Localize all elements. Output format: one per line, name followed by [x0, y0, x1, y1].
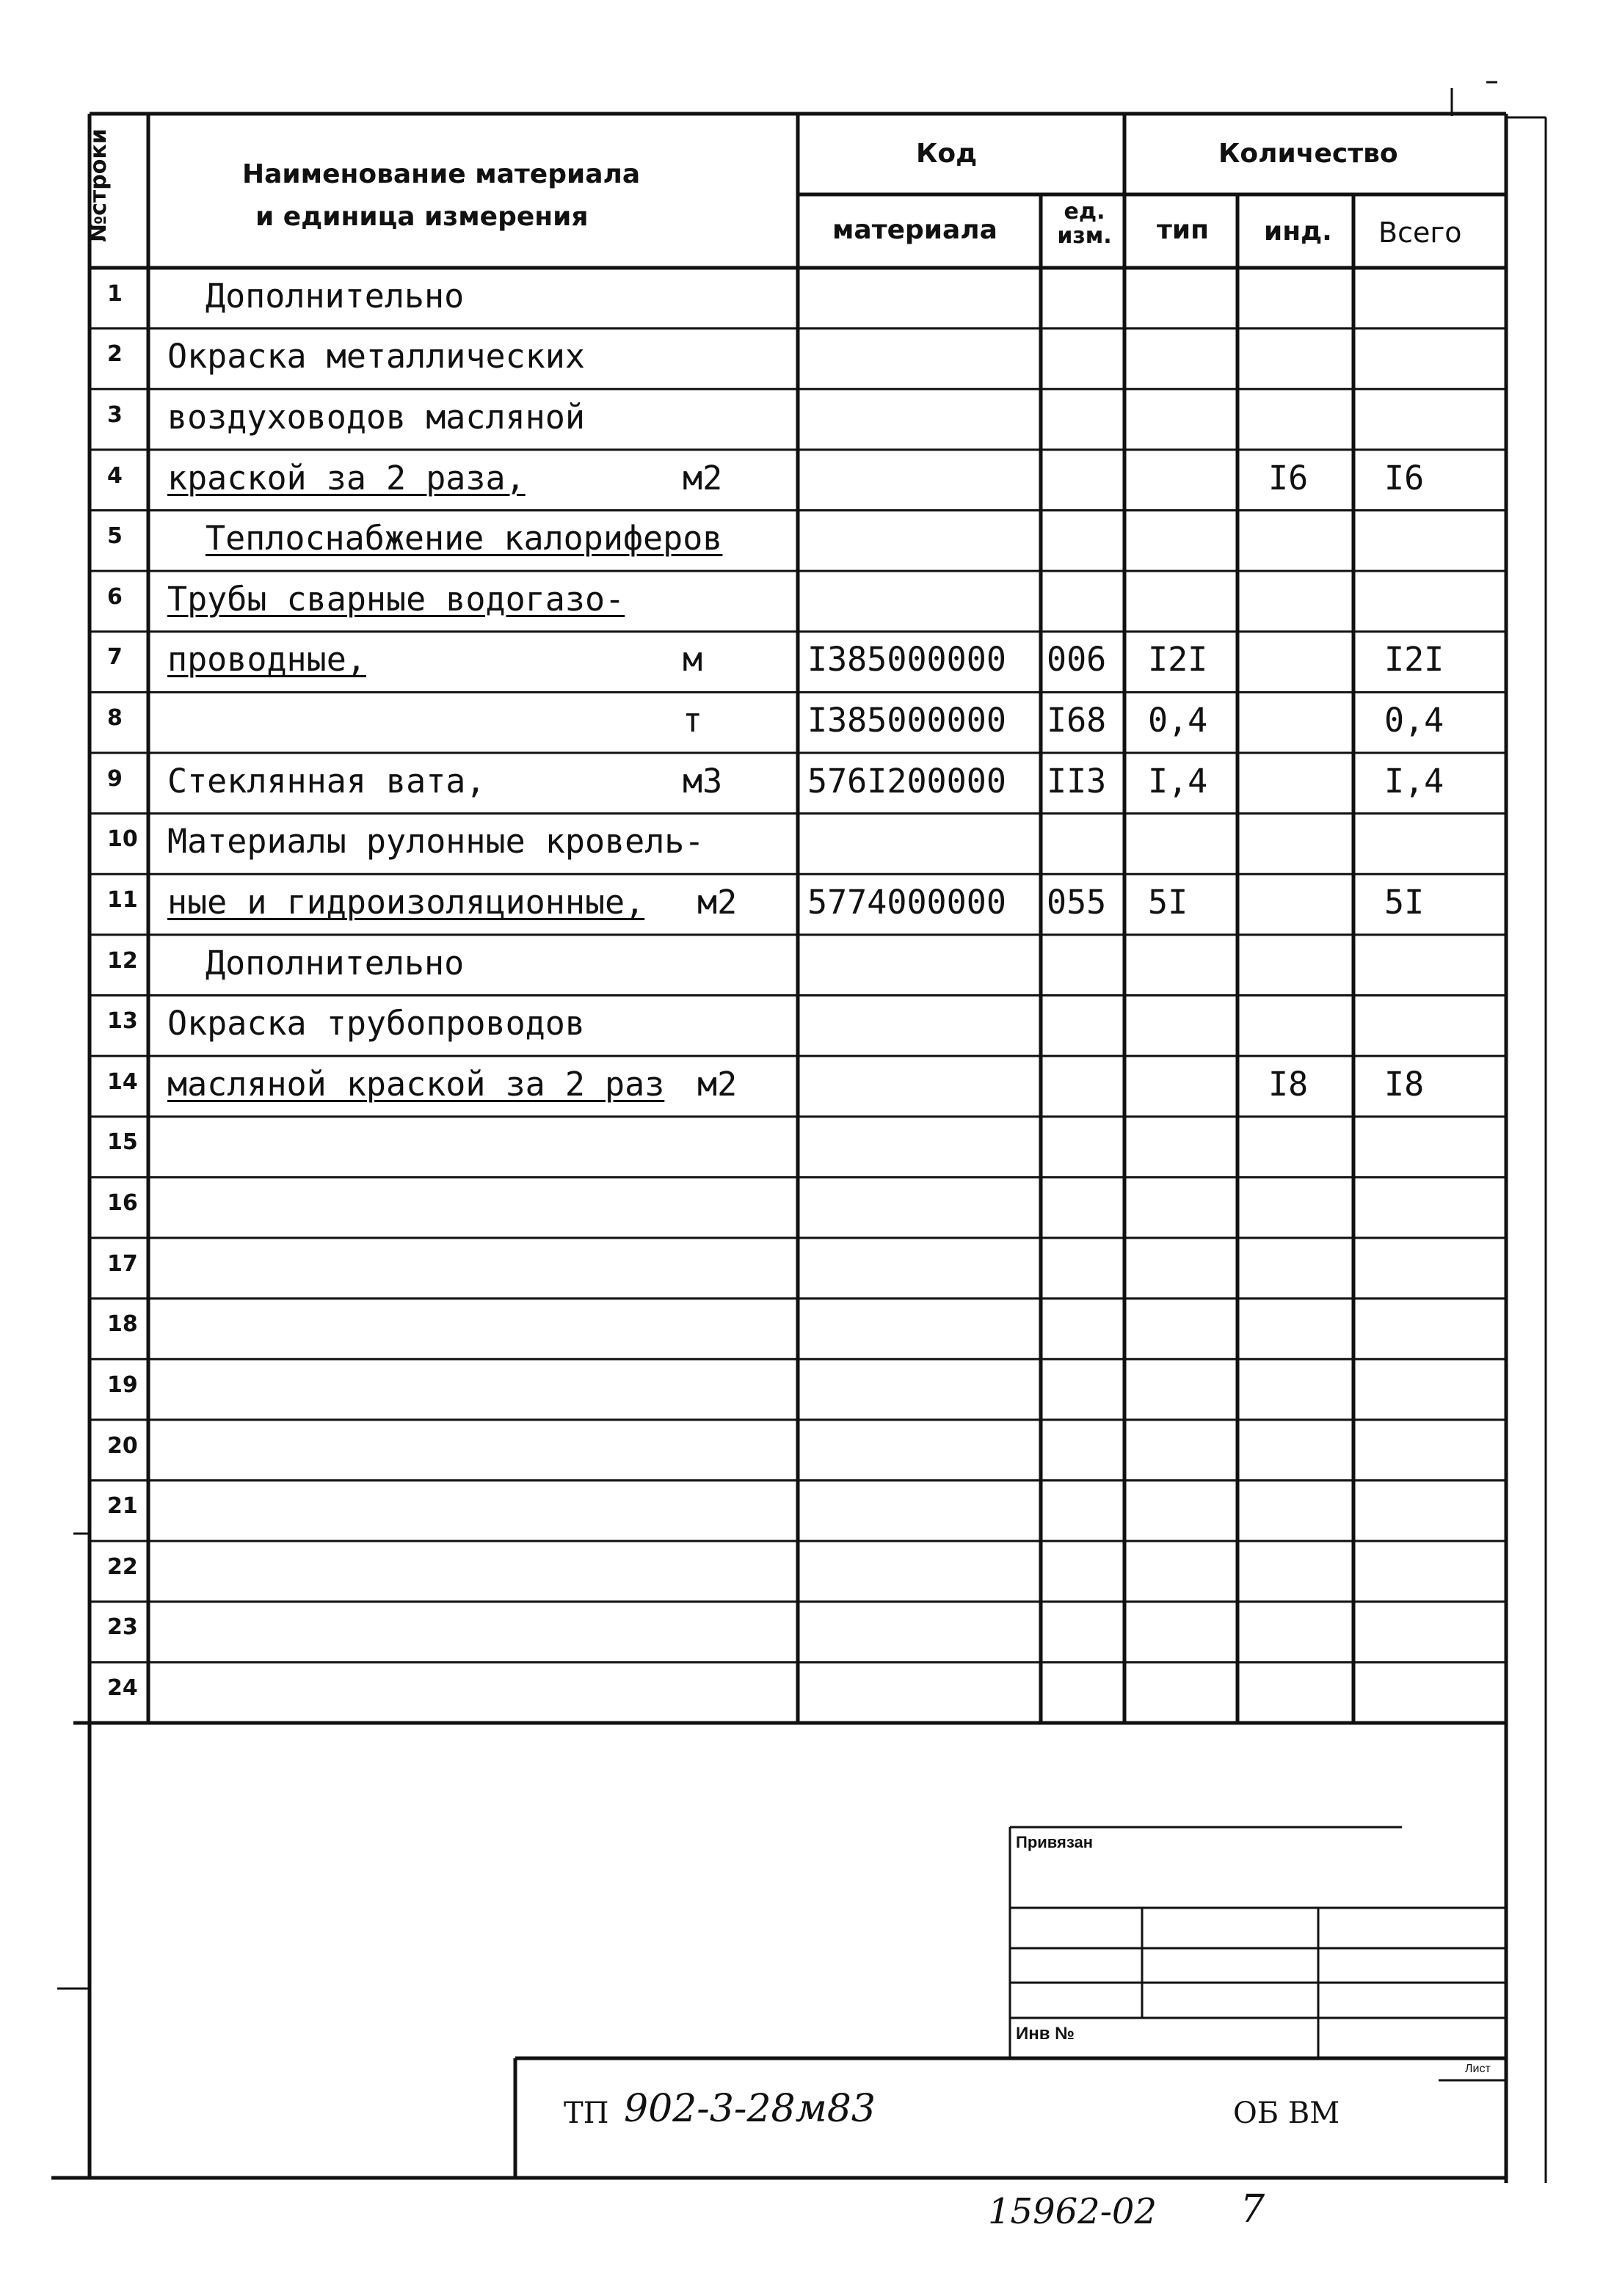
- unit-code: I68: [1047, 701, 1107, 740]
- row-number: 13: [107, 1008, 138, 1035]
- row-number: 14: [107, 1068, 138, 1095]
- row-number: 15: [107, 1129, 138, 1156]
- row-number: 9: [107, 765, 123, 792]
- row-number: 6: [107, 583, 123, 610]
- document-code: 902-3-28м83: [624, 2087, 876, 2131]
- row-number: 8: [107, 705, 123, 731]
- row-number: 12: [107, 947, 138, 974]
- material-name: Материалы рулонные кровель-: [167, 822, 705, 861]
- row-number: 4: [107, 462, 123, 489]
- material-name: Теплоснабжение калориферов: [206, 519, 723, 558]
- row-number: 18: [107, 1311, 138, 1338]
- unit-of-measure: м2: [683, 458, 723, 498]
- material-code: I385000000: [807, 640, 1006, 679]
- unit-of-measure: м: [683, 640, 703, 679]
- material-code: 576I200000: [807, 761, 1006, 801]
- quantity-individual: I8: [1268, 1064, 1309, 1104]
- page-number: 7: [1240, 2187, 1265, 2231]
- row-number: 17: [107, 1250, 138, 1277]
- row-number: 19: [107, 1371, 138, 1398]
- material-name: Стеклянная вата,: [167, 761, 486, 801]
- row-number: 21: [107, 1493, 138, 1520]
- row-number: 24: [107, 1675, 138, 1701]
- unit-code: 055: [1047, 882, 1107, 922]
- material-code: I385000000: [807, 701, 1006, 740]
- row-number: 20: [107, 1432, 138, 1459]
- row-number: 5: [107, 523, 123, 550]
- material-name: ные и гидроизоляционные,: [167, 882, 645, 922]
- material-name: Дополнительно: [206, 276, 465, 316]
- attached-label: Привязан: [1016, 1833, 1094, 1851]
- quantity-ind-header: инд.: [1264, 216, 1332, 247]
- row-number: 10: [107, 826, 138, 853]
- quantity-type: I,4: [1148, 761, 1208, 801]
- quantity-total: I,4: [1384, 761, 1444, 801]
- quantity-type: 5I: [1148, 882, 1188, 922]
- quantity-total: I2I: [1384, 640, 1444, 679]
- row-number: 11: [107, 886, 138, 913]
- document-suffix: ОБ ВМ: [1233, 2096, 1340, 2130]
- row-number: 1: [107, 280, 123, 307]
- unit-code: II3: [1047, 761, 1107, 801]
- row-number: 7: [107, 644, 123, 671]
- code-group-header: Код: [916, 139, 978, 169]
- row-number: 16: [107, 1190, 138, 1216]
- code-unit-header: ед. изм.: [1057, 199, 1112, 249]
- name-header-line2: и единица измерения: [255, 202, 589, 232]
- name-header-line1: Наименование материала: [242, 159, 641, 189]
- quantity-type-header: тип: [1157, 215, 1209, 245]
- row-number: 3: [107, 401, 123, 428]
- material-name: Окраска металлических: [167, 337, 585, 376]
- material-name: проводные,: [167, 640, 366, 679]
- unit-of-measure: т: [683, 701, 703, 740]
- material-name: Дополнительно: [206, 943, 465, 983]
- material-name: Трубы сварные водогазо-: [167, 579, 625, 619]
- quantity-individual: I6: [1268, 458, 1309, 498]
- archive-number: 15962-02: [988, 2191, 1157, 2232]
- row-number: 2: [107, 341, 123, 368]
- inventory-number-label: Инв №: [1016, 2024, 1075, 2044]
- quantity-type: I2I: [1148, 640, 1208, 679]
- row-number: 22: [107, 1553, 138, 1580]
- quantity-total: 0,4: [1384, 701, 1444, 740]
- code-material-header: материала: [832, 215, 997, 245]
- quantity-total: 5I: [1384, 882, 1425, 922]
- document-prefix: ТП: [564, 2096, 609, 2130]
- quantity-group-header: Количество: [1218, 139, 1398, 169]
- quantity-total: I8: [1384, 1064, 1425, 1104]
- material-name: Окраска трубопроводов: [167, 1004, 585, 1043]
- unit-of-measure: м2: [697, 882, 738, 922]
- quantity-total: I6: [1384, 458, 1425, 498]
- unit-code: 006: [1047, 640, 1107, 679]
- unit-of-measure: м2: [697, 1064, 738, 1104]
- quantity-total-header: Всего: [1378, 216, 1462, 249]
- material-name: воздуховодов масляной: [167, 397, 585, 437]
- row-number-header: №строки: [86, 128, 112, 242]
- material-code: 5774000000: [807, 882, 1006, 922]
- unit-of-measure: м3: [683, 761, 723, 801]
- material-name: краской за 2 раза,: [167, 458, 526, 498]
- quantity-type: 0,4: [1148, 701, 1208, 740]
- sheet-label: Лист: [1465, 2063, 1491, 2075]
- material-name: масляной краской за 2 раз: [167, 1064, 665, 1104]
- row-number: 23: [107, 1614, 138, 1641]
